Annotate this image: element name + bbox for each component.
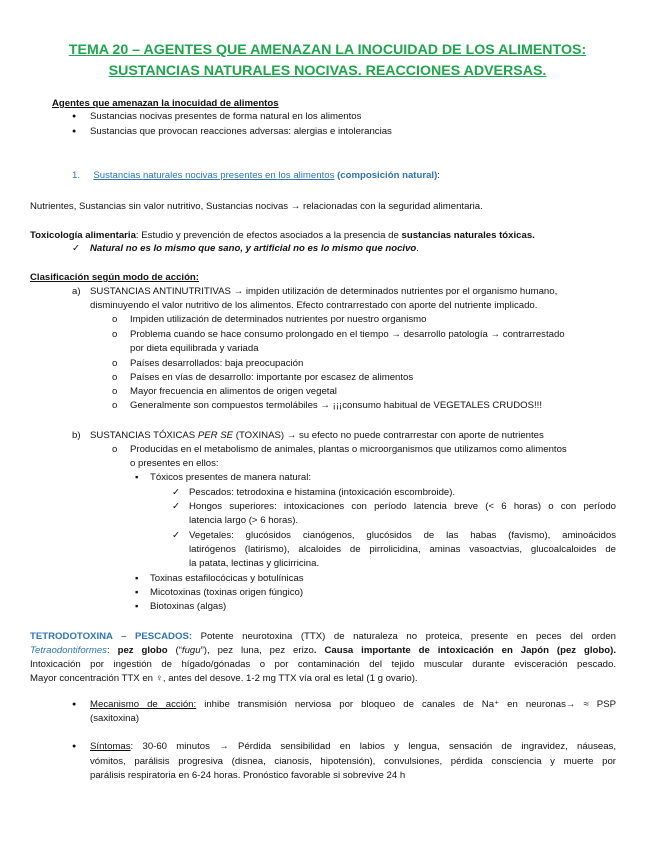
circle-bullet-icon: o	[112, 358, 118, 369]
toxicology-note: Natural no es lo mismo que sano, y artificial no es lo mismo que nocivo.	[90, 243, 419, 254]
antinutritive-line-2: disminuyendo el valor nutritivo de los alimentos. Efecto contrarrestado con aporte del nutriente implicado.	[90, 300, 538, 311]
tetro-heading: TETRODOTOXINA – PESCADOS:	[30, 631, 193, 642]
tetro-line-2: Tetraodontiformes: pez globo (“fugu”), pez luna, pez erizo. Causa importante de intoxicación en Japón (pez globo).	[30, 645, 616, 656]
mechanism-label: Mecanismo de acción:	[90, 699, 197, 710]
symptoms-line-2: vómitos, parálisis progresiva (disnea, cianosis, hipotensión), convulsiones, pérdida consciencia y muerte por	[90, 756, 616, 767]
circle-bullet-icon: o	[112, 372, 118, 383]
antinutritive-item: Problema cuando se hace consumo prolongado en el tiempo → desarrollo patología → contrarrestado	[130, 329, 565, 340]
symptoms-label: Síntomas	[90, 741, 131, 752]
section-subtitle: (composición natural)	[337, 170, 438, 181]
bullet-icon: ●	[72, 128, 77, 135]
antinutritive-item: Países desarrollados: baja preocupación	[130, 358, 304, 369]
antinutritive-line-1: SUSTANCIAS ANTINUTRITIVAS → impiden utilización de determinados nutrientes por el organismo humano,	[90, 286, 558, 297]
antinutritive-item: Países en vías de desarrollo: importante por escasez de alimentos	[130, 372, 414, 383]
toxin-item: Micotoxinas (toxinas origen fúngico)	[150, 587, 304, 598]
square-bullet-icon: ▪	[135, 573, 139, 584]
antinutritive-item: Mayor frecuencia en alimentos de origen vegetal	[130, 386, 337, 397]
agents-item-2: Sustancias que provocan reacciones adversas: alergias e intolerancias	[90, 126, 392, 137]
agents-heading: Agentes que amenazan la inocuidad de alimentos	[52, 98, 279, 109]
check-item-fungi: Hongos superiores: intoxicaciones con período latencia breve (< 6 horas) o con período	[189, 501, 616, 512]
check-item-vegetables-cont: la patata, lectinas y glicirricina.	[189, 558, 320, 569]
tetro-line-4: Mayor concentración TTX en ♀, antes del desove. 1-2 mg TTX vía oral es letal (1 g ovario).	[30, 673, 418, 684]
produced-line-1: Producidas en el metabolismo de animales, plantas o microorganismos que utilizamos como alimentos	[130, 444, 567, 455]
mechanism-line: Mecanismo de acción: inhibe transmisión nerviosa por bloqueo de canales de Na⁺ en neuronas→ ≈ PSP	[90, 699, 616, 710]
produced-line-2: o presentes en ellos:	[130, 458, 219, 469]
bullet-icon: ●	[72, 113, 77, 120]
list-letter-b: b)	[72, 430, 81, 441]
check-item-fungi-cont: latencia largo (> 6 horas).	[189, 515, 299, 526]
circle-bullet-icon: o	[112, 400, 118, 411]
agents-item-1: Sustancias nocivas presentes de forma natural en los alimentos	[90, 111, 362, 122]
check-icon: ✓	[72, 243, 81, 254]
natural-toxics-heading: Tóxicos presentes de manera natural:	[150, 472, 312, 483]
nutrients-line: Nutrientes, Sustancias sin valor nutritivo, Sustancias nocivas → relacionadas con la seguridad alimentaria.	[30, 201, 483, 212]
title-line-1: TEMA 20 – AGENTES QUE AMENAZAN LA INOCUIDAD DE LOS ALIMENTOS:	[68, 42, 587, 58]
document-title	[30, 40, 625, 82]
tetro-line-3: Intoxicación por ingestión de hígado/gónadas o por contaminación del tejido muscular durante evisceración pescado.	[30, 659, 616, 670]
toxic-substances-line: SUSTANCIAS TÓXICAS PER SE (TOXINAS) → su efecto no puede contrarrestar con aporte de nutrientes	[90, 430, 544, 441]
mechanism-line-2: (saxitoxina)	[90, 713, 140, 724]
toxicology-line: Toxicología alimentaria: Estudio y prevención de efectos asociados a la presencia de sustancias naturales tóxicas.	[30, 230, 535, 241]
square-bullet-icon: ▪	[135, 587, 139, 598]
list-letter-a: a)	[72, 286, 81, 297]
check-item-vegetables: Vegetales: glucósidos cianógenos, glucósidos de las habas (favismo), aminoácidos	[189, 530, 616, 541]
bullet-icon: ●	[72, 743, 77, 750]
section-1-heading: 1. Sustancias naturales nocivas presentes en los alimentos (composición natural):	[72, 170, 440, 181]
toxicology-label: Toxicología alimentaria	[30, 230, 136, 241]
toxin-item: Toxinas estafilocócicas y botulínicas	[150, 573, 304, 584]
antinutritive-item-cont: por dieta equilibrada y variada	[130, 343, 259, 354]
section-number: 1.	[72, 170, 81, 181]
circle-bullet-icon: o	[112, 329, 118, 340]
check-icon: ✓	[172, 487, 181, 498]
check-item-vegetables-cont: latirógenos (latirismo), alcaloides de pirrolicidina, aminas vasoactvias, glucoalcaloides de	[189, 544, 616, 555]
symptoms-line-1: Síntomas: 30-60 minutos → Pérdida sensibilidad en labios y lengua, sensación de ingravidez, náuseas,	[90, 741, 616, 752]
circle-bullet-icon: o	[112, 314, 118, 325]
section-title: Sustancias naturales nocivas presentes en los alimentos	[93, 170, 335, 181]
circle-bullet-icon: o	[112, 444, 118, 455]
circle-bullet-icon: o	[112, 386, 118, 397]
title-line-2: SUSTANCIAS NATURALES NOCIVAS. REACCIONES ADVERSAS.	[108, 63, 547, 79]
bullet-icon: ●	[72, 701, 77, 708]
symptoms-line-3: parálisis respiratoria en 6-24 horas. Pronóstico favorable si sobrevive 24 h	[90, 770, 406, 781]
classification-heading: Clasificación según modo de acción:	[30, 272, 199, 283]
tetro-line-1: TETRODOTOXINA – PESCADOS: Potente neurotoxina (TTX) de naturaleza no proteica, presente en peces del orden	[30, 631, 616, 642]
check-item-fish: Pescados: tetrodoxina e histamina (intoxicación escombroide).	[189, 487, 456, 498]
square-bullet-icon: ▪	[135, 472, 139, 483]
antinutritive-item: Impiden utilización de determinados nutrientes por nuestro organismo	[130, 314, 427, 325]
check-icon: ✓	[172, 530, 181, 541]
check-icon: ✓	[172, 501, 181, 512]
antinutritive-item: Generalmente son compuestos termolábiles → ¡¡¡consumo habitual de VEGETALES CRUDOS!!!	[130, 400, 542, 411]
square-bullet-icon: ▪	[135, 601, 139, 612]
toxin-item: Biotoxinas (algas)	[150, 601, 227, 612]
